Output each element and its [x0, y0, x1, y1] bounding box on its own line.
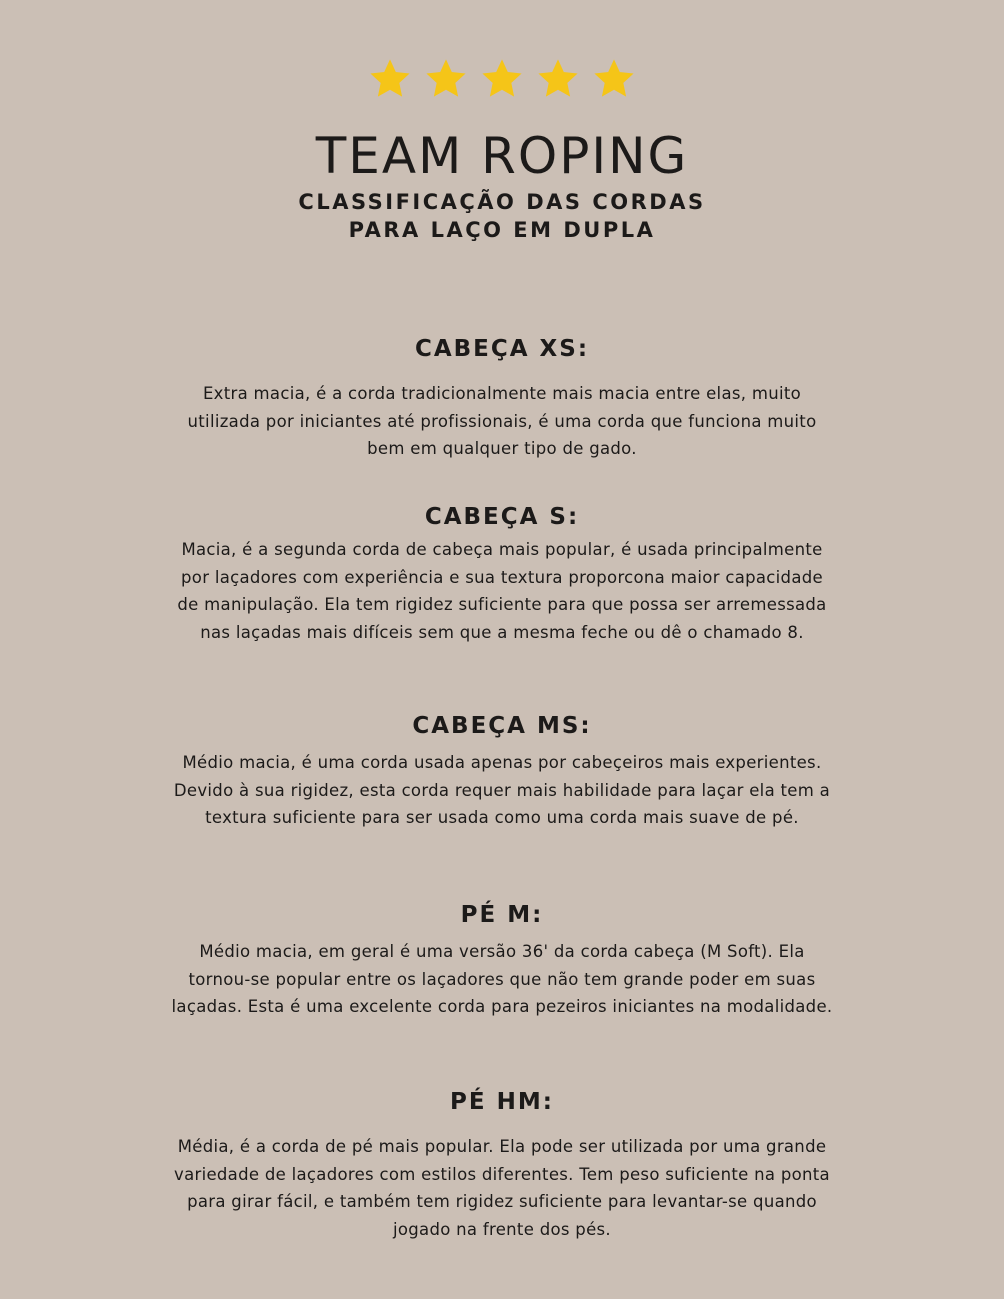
section-text: Médio macia, em geral é uma versão 36' da corda cabeça (M Soft). Ela tornou-se popular entre os laçadores que não tem grande poder em suas laçadas. Esta é uma excelente corda para pezeiros iniciantes na modalidade. — [171, 942, 833, 1017]
section-heading: CABEÇA XS: — [414, 336, 590, 362]
section-text: Média, é a corda de pé mais popular. Ela pode ser utilizada por uma grande variedade de laçadores com estilos diferentes. Tem peso suficiente na ponta para girar fácil, e também tem rigidez suficiente para levantar-se quando jogado na frente dos pés. — [174, 1137, 830, 1239]
section-heading: PÉ M: — [460, 902, 544, 928]
star-icon — [481, 58, 523, 100]
section-pe-hm — [170, 1087, 834, 1243]
star-icon — [369, 58, 411, 100]
star-rating — [0, 58, 1004, 100]
star-icon — [593, 58, 635, 100]
section-heading: CABEÇA MS: — [412, 713, 592, 739]
section-text: Macia, é a segunda corda de cabeça mais popular, é usada principalmente por laçadores com experiência e sua textura proporcona maior capacidade de manipulação. Ela tem rigidez suficiente para que possa ser arremessada nas laçadas mais difíceis sem que a mesma feche ou dê o chamado 8. — [177, 540, 827, 642]
star-icon — [425, 58, 467, 100]
section-cabeca-xs — [170, 334, 834, 463]
section-text: Extra macia, é a corda tradicionalmente mais macia entre elas, muito utilizada por iniciantes até profissionais, é uma corda que funciona muito bem em qualquer tipo de gado. — [187, 384, 817, 459]
section-heading: PÉ HM: — [450, 1089, 554, 1115]
star-icon — [537, 58, 579, 100]
section-heading: CABEÇA S: — [424, 504, 580, 530]
subtitle-line-2: PARA LAÇO EM DUPLA — [348, 218, 656, 242]
subtitle-line-1: CLASSIFICAÇÃO DAS CORDAS — [298, 190, 706, 214]
section-cabeca-ms — [170, 711, 834, 832]
page-title: TEAM ROPING — [315, 127, 689, 185]
section-text: Médio macia, é uma corda usada apenas por cabeçeiros mais experientes. Devido à sua rigidez, esta corda requer mais habilidade para laçar ela tem a textura suficiente para ser usada como uma corda mais suave de pé. — [173, 753, 831, 828]
section-cabeca-s — [170, 502, 834, 646]
page-subtitle — [0, 188, 1004, 244]
section-pe-m — [170, 900, 834, 1021]
